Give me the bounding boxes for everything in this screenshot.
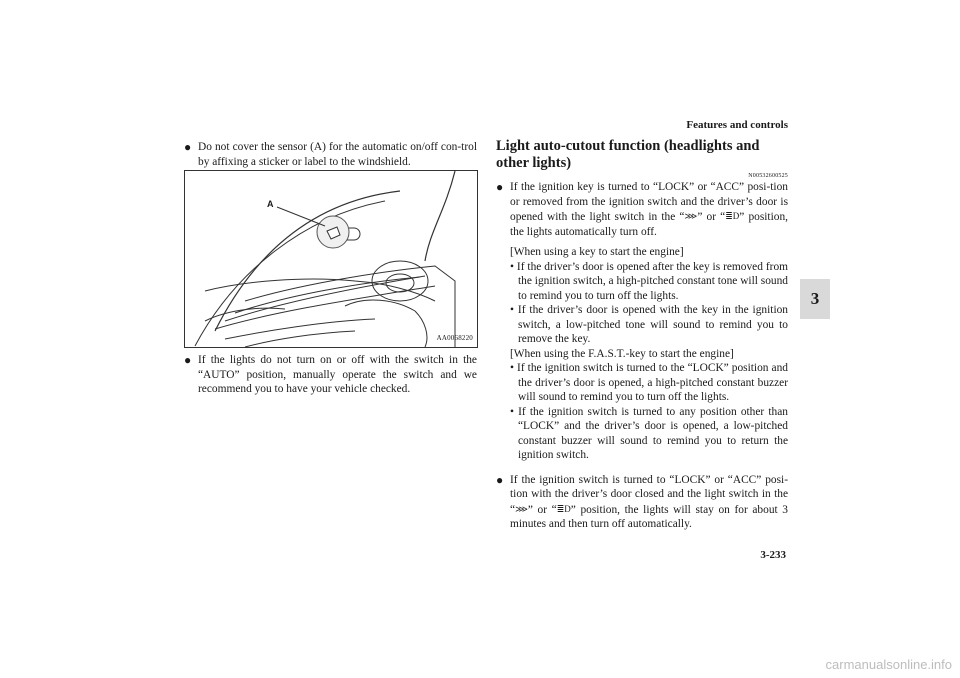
left-column-2 <box>184 353 477 397</box>
windshield-illustration <box>185 171 477 347</box>
headlight-icon: ≣D <box>725 211 740 221</box>
section-title: Light auto-cutout function (headlights and other lights) <box>496 138 760 171</box>
bullet-icon: ● <box>496 180 504 194</box>
windshield-figure <box>184 170 478 348</box>
key-item-1: • If the driver’s door is opened after the key is removed from the ignition switch, a high-pitched constant tone will sound to remind you to turn off the lights. <box>510 260 788 302</box>
fast-item-2: • If the ignition switch is turned to any position other than “LOCK” and the driver’s door is opened, a low-pitched constant buzzer will sound to remind you to return the ignition switch. <box>510 405 788 461</box>
bullet-text: If the lights do not turn on or off with the switch in the “AUTO” position, manually operate the switch and we recommend you to have your vehicle checked. <box>198 354 477 395</box>
chapter-number: 3 <box>810 289 820 308</box>
bullet-auto-check <box>184 353 477 397</box>
figure-label-a: A <box>267 199 274 209</box>
page-number: 3-233 <box>760 549 786 561</box>
key-start-block <box>496 245 788 463</box>
chapter-tab <box>800 279 830 319</box>
bullet-stay-on <box>496 473 788 532</box>
fast-heading: [When using the F.A.S.T.-key to start the engine] <box>510 347 734 360</box>
tail-light-icon: ⋙ <box>515 503 528 514</box>
fast-item-1: • If the ignition switch is turned to the “LOCK” position and the driver’s door is opened, a high-pitched constant buzzer will sound to remind you to turn off the lights. <box>510 362 788 403</box>
section-code: N00532600525 <box>748 173 788 179</box>
bullet-text: If the ignition key is turned to “LOCK” or “ACC” posi-tion or removed from the ignition switch and the driver’s door is opened with the light switch in the “⋙” or “≣D” position, the lights automatically turn off. <box>510 181 789 238</box>
right-column <box>496 138 788 532</box>
key-item-2: • If the driver’s door is opened with the key in the ignition switch, a low-pitched tone will sound to remind you to remove the key. <box>510 304 788 345</box>
running-header: Features and controls <box>686 119 788 131</box>
bullet-sensor-warning <box>184 140 477 169</box>
figure-code: AA0068220 <box>436 334 473 342</box>
bullet-icon: ● <box>496 472 504 487</box>
tail-light-icon: ⋙ <box>684 211 698 221</box>
bullet-text: Do not cover the sensor (A) for the automatic on/off con-trol by affixing a sticker or label to the windshield. <box>198 141 477 168</box>
left-column <box>184 140 477 169</box>
bullet-icon: ● <box>184 140 192 154</box>
bullet-text: If the ignition switch is turned to “LOCK” or “ACC” posi-tion with the driver’s door closed and the light switch in the “⋙” or “≣D” position, the lights will stay on for about 3 minutes and then turn off automatically. <box>510 473 789 530</box>
watermark: carmanualsonline.info <box>825 657 952 672</box>
bullet-icon: ● <box>184 353 192 367</box>
headlight-icon: ≣D <box>556 503 571 514</box>
key-heading: [When using a key to start the engine] <box>510 246 684 258</box>
bullet-auto-cutout <box>496 180 788 239</box>
